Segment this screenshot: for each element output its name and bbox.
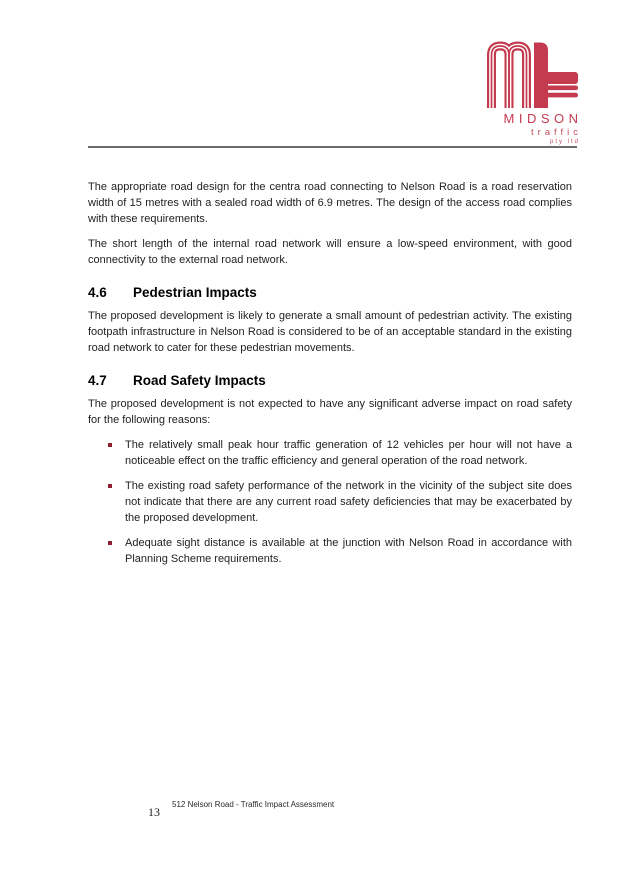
footer-document-title: 512 Nelson Road - Traffic Impact Assessment <box>172 800 335 809</box>
section-title: Pedestrian Impacts <box>133 285 257 300</box>
bullet-list <box>88 437 572 567</box>
bullet-text: Adequate sight distance is available at the junction with Nelson Road in accordance with Planning Scheme requirements. <box>125 537 572 565</box>
midson-logo-icon <box>487 40 578 108</box>
paragraph: The short length of the internal road network will ensure a low-speed environment, with good connectivity to the external road network. <box>88 238 572 266</box>
section-number: 4.6 <box>88 285 107 300</box>
bullet-square-icon <box>108 541 112 545</box>
bullet-square-icon <box>108 443 112 447</box>
document-body <box>88 179 572 576</box>
list-item <box>88 437 572 469</box>
section-title: Road Safety Impacts <box>133 373 266 388</box>
bullet-square-icon <box>108 484 112 488</box>
paragraph: The proposed development is likely to generate a small amount of pedestrian activity. The existing footpath infrastructure in Nelson Road is considered to be of an acceptable standard in the existing road network to cater for these pedestrian movements. <box>88 310 572 354</box>
list-item <box>88 478 572 526</box>
logo-suffix-text: pty ltd <box>549 139 580 145</box>
section-heading-4-6 <box>88 284 572 301</box>
paragraph: The proposed development is not expected to have any significant adverse impact on road safety for the following reasons: <box>88 398 572 426</box>
header-rule <box>88 146 577 148</box>
section-heading-4-7 <box>88 372 572 389</box>
section-number: 4.7 <box>88 373 107 388</box>
bullet-text: The existing road safety performance of the network in the vicinity of the subject site does not indicate that there are any current road safety deficiencies that may be exacerbated by the proposed development. <box>125 480 572 524</box>
page-number: 13 <box>148 805 160 819</box>
list-item <box>88 535 572 567</box>
paragraph: The appropriate road design for the centra road connecting to Nelson Road is a road reservation width of 15 metres with a sealed road width of 6.9 metres. The design of the access road complies with these requirements. <box>88 181 572 225</box>
logo-brand-text: MIDSON <box>503 111 583 126</box>
bullet-text: The relatively small peak hour traffic generation of 12 vehicles per hour will not have a noticeable effect on the traffic efficiency and general operation of the road network. <box>125 439 572 467</box>
logo-division-text: traffic <box>530 127 582 138</box>
midson-logo <box>458 40 583 145</box>
